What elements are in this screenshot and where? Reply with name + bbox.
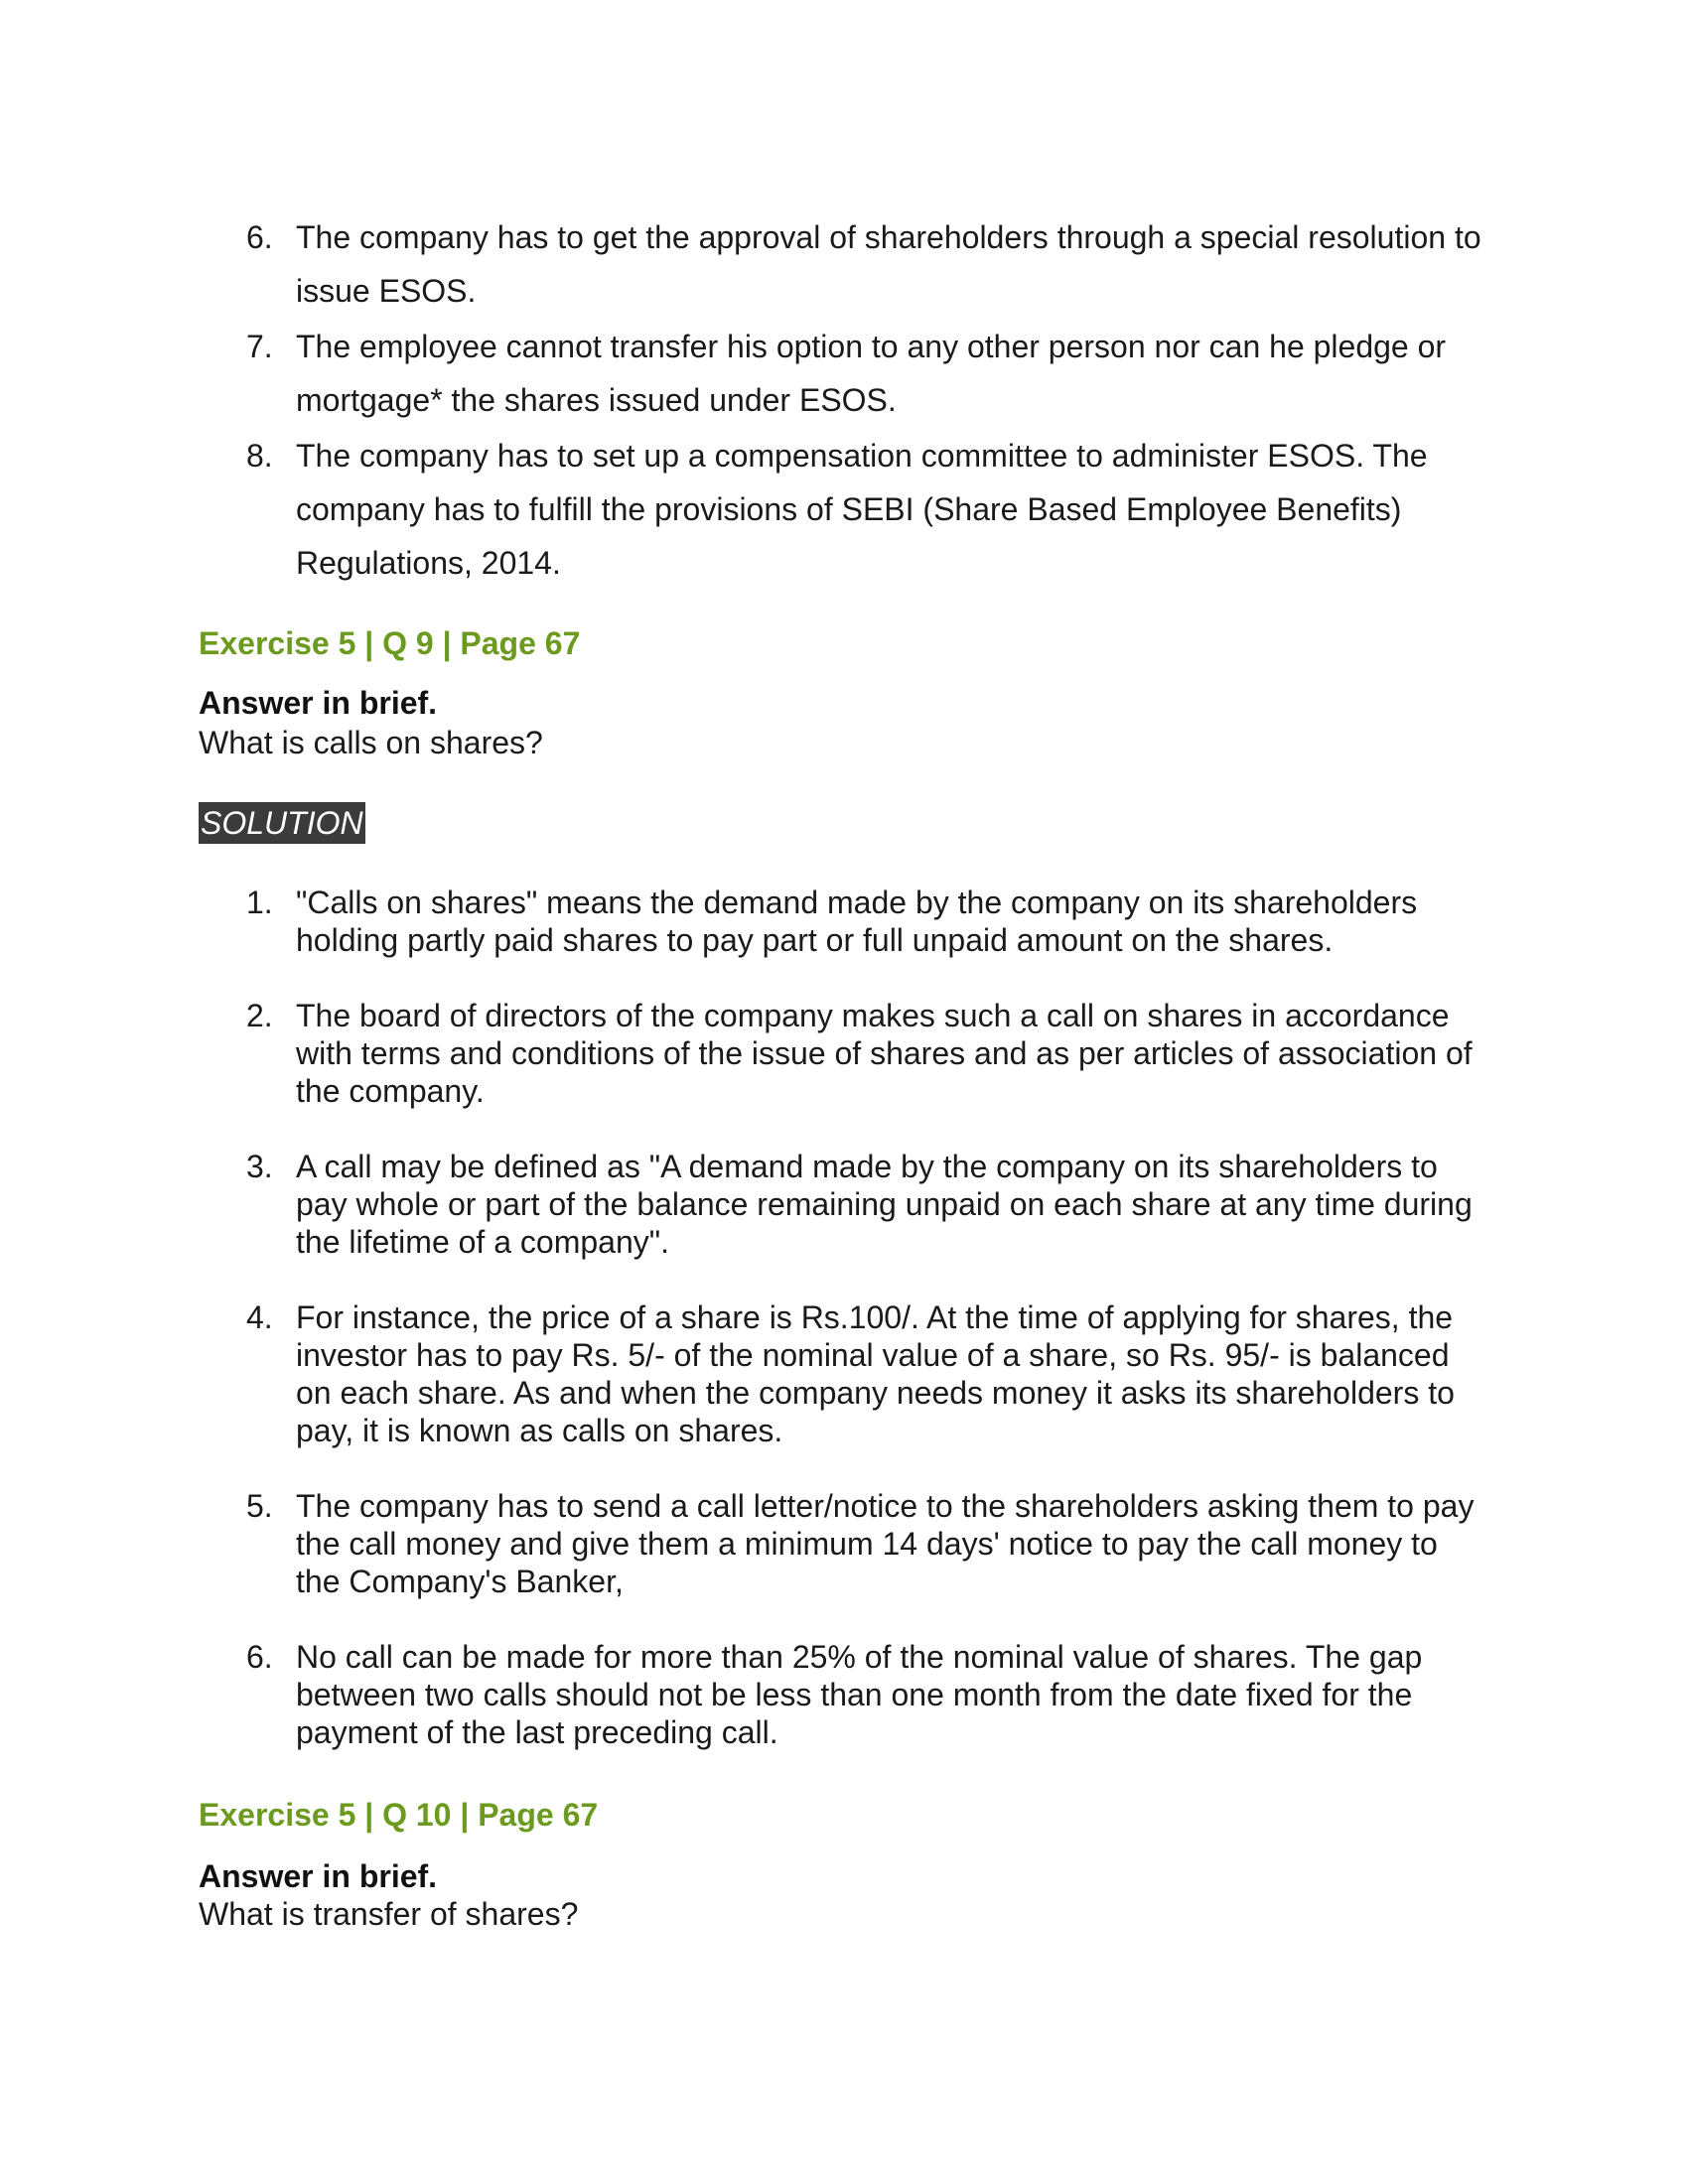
list-item-text: "Calls on shares" means the demand made by the company on its shareholders holding partly paid shares to pay part or full unpaid amount on the shares. [296, 885, 1418, 958]
solution-badge: SOLUTION [199, 802, 365, 844]
list-item-text: For instance, the price of a share is Rs.100/. At the time of applying for shares, the investor has to pay Rs. 5/- of the nominal value of a share, so Rs. 95/- is balanced on each share. As and when the company needs money it asks its shareholders to pay, it is known as calls on shares. [296, 1299, 1455, 1448]
list-item [246, 1487, 1487, 1600]
list-item-text: The company has to set up a compensation committee to administer ESOS. The company has to fulfill the provisions of SEBI (Share Based Employee Benefits) Regulations, 2014. [296, 438, 1428, 581]
list-item-number: 2. [246, 998, 273, 1033]
list-item-number: 1. [246, 885, 273, 920]
list-item-number: 5. [246, 1488, 273, 1524]
question-text: What is transfer of shares? [199, 1896, 579, 1932]
list-item-text: The employee cannot transfer his option to any other person nor can he pledge or mortgage* the shares issued under ESOS. [296, 329, 1447, 418]
list-item [246, 1148, 1487, 1261]
list-item [246, 320, 1487, 427]
exercise-heading-q10: Exercise 5 | Q 10 | Page 67 [199, 1797, 599, 1833]
answer-in-brief-label: Answer in brief. [199, 1858, 438, 1894]
list-item-text: A call may be defined as "A demand made by the company on its shareholders to pay whole or part of the balance remaining unpaid on each share at any time during the lifetime of a company". [296, 1149, 1473, 1260]
list-item-number: 8. [246, 438, 273, 474]
list-item [246, 1298, 1487, 1449]
list-item-number: 6. [246, 1639, 273, 1675]
list-item [246, 884, 1487, 959]
list-item-text: The company has to get the approval of shareholders through a special resolution to issue ESOS. [296, 219, 1481, 309]
answer-in-brief-label: Answer in brief. [199, 685, 438, 721]
list-item-text: No call can be made for more than 25% of the nominal value of shares. The gap between two calls should not be less than one month from the date fixed for the payment of the last preceding call. [296, 1639, 1423, 1750]
esos-conditions-list [246, 210, 1487, 592]
list-item-number: 4. [246, 1299, 273, 1335]
list-item [246, 997, 1487, 1110]
list-item-number: 7. [246, 329, 273, 364]
list-item [246, 429, 1487, 590]
list-item-number: 3. [246, 1149, 273, 1184]
question-text: What is calls on shares? [199, 725, 543, 760]
solution-list [246, 884, 1487, 1789]
list-item-number: 6. [246, 219, 273, 255]
list-item [246, 1638, 1487, 1751]
list-item-text: The company has to send a call letter/notice to the shareholders asking them to pay the call money and give them a minimum 14 days' notice to pay the call money to the Company's Banker, [296, 1488, 1475, 1599]
exercise-heading-q9: Exercise 5 | Q 9 | Page 67 [199, 625, 581, 661]
list-item-text: The board of directors of the company makes such a call on shares in accordance with terms and conditions of the issue of shares and as per articles of association of the company. [296, 998, 1473, 1109]
list-item [246, 210, 1487, 318]
